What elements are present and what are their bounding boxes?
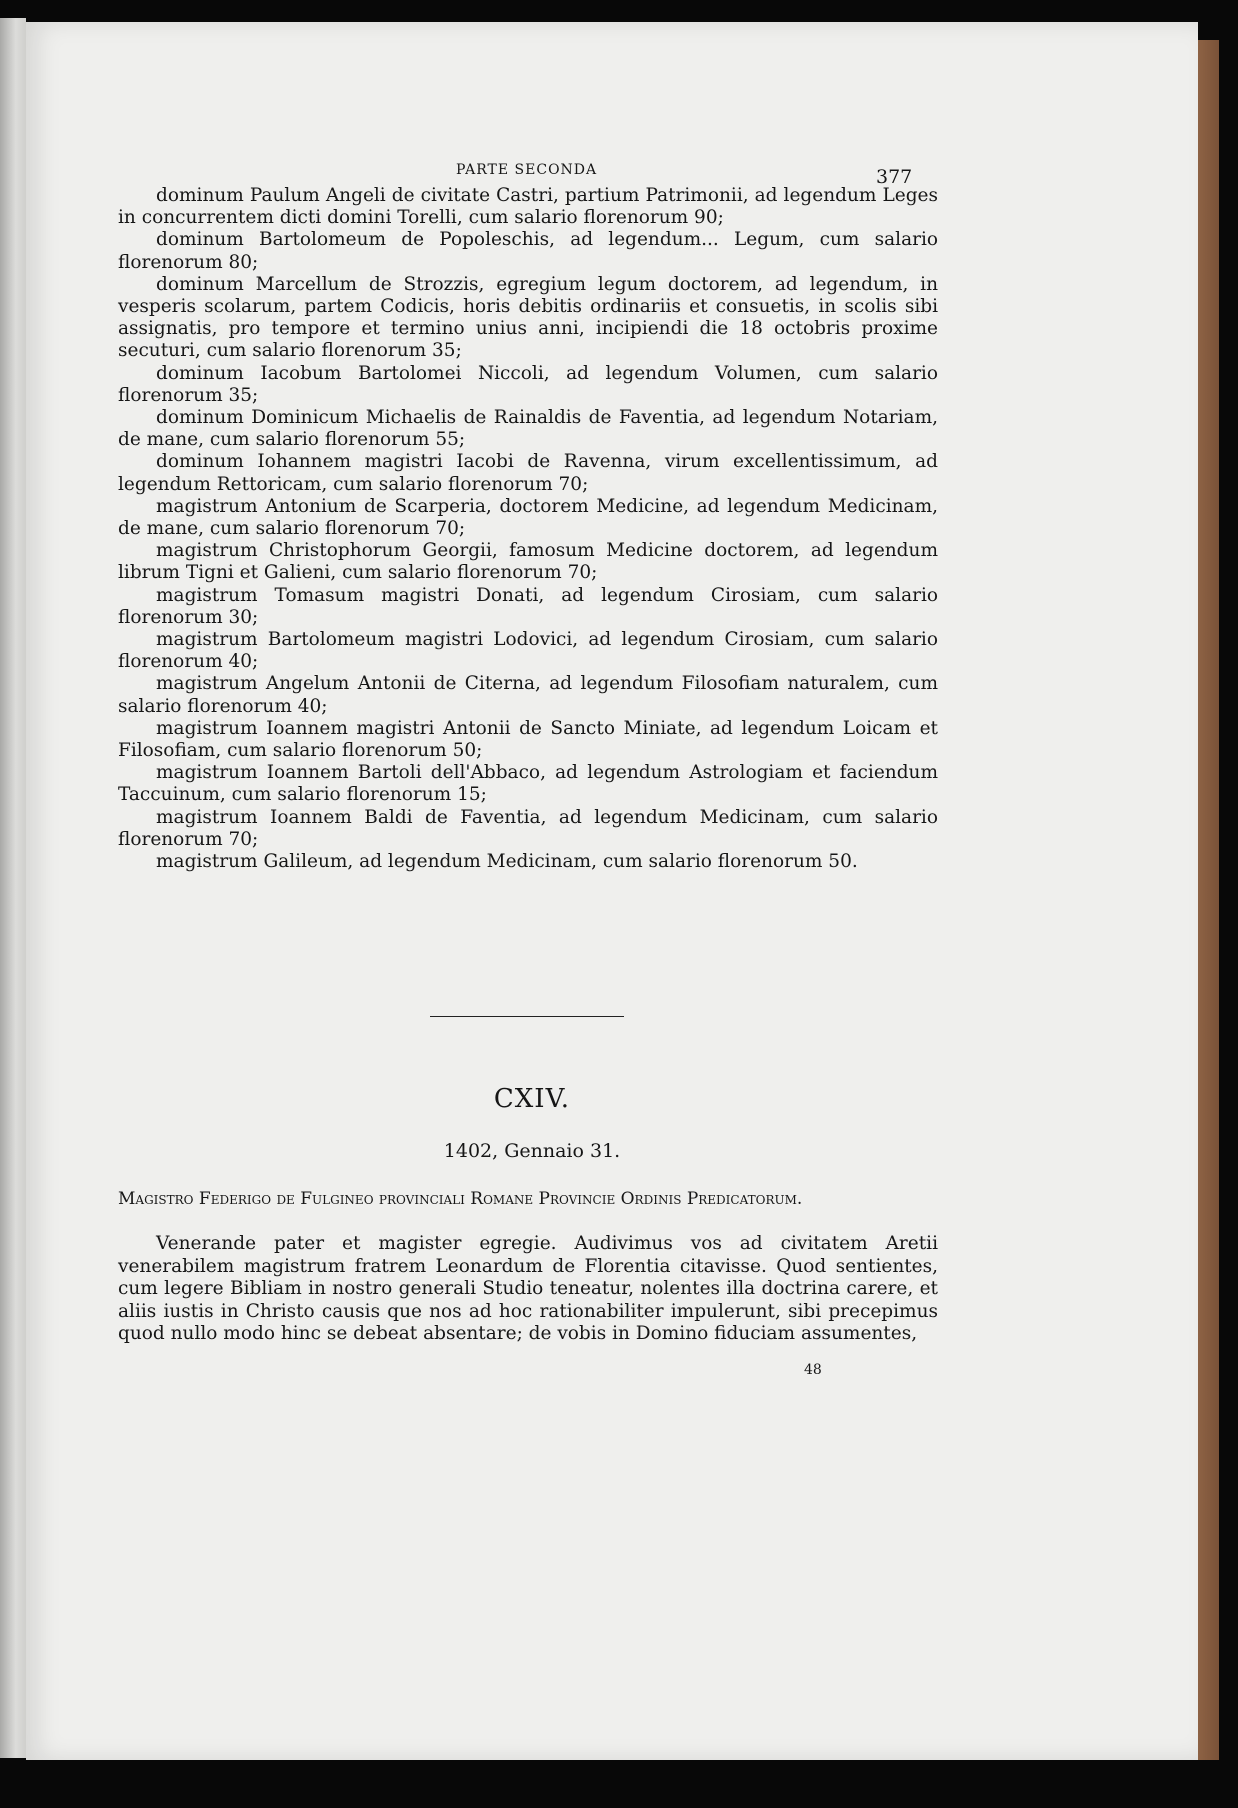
list-entry: magistrum Bartolomeum magistri Lodovici, ad legendum Cirosiam, cum salario florenorum 40; [118, 629, 938, 673]
list-entry: magistrum Antonium de Scarperia, doctorem Medicine, ad legendum Medicinam, de mane, cum salario florenorum 70; [118, 495, 938, 540]
list-entry: dominum Iohannem magistri Iacobi de Ravenna, virum excellentissimum, ad legendum Rettoricam, cum salario florenorum 70; [118, 451, 938, 495]
section-divider [430, 1016, 624, 1017]
list-entry: magistrum Ioannem Baldi de Faventia, ad legendum Medicinam, cum salario florenorum 70; [118, 806, 938, 850]
document-address: Magistro Federigo de Fulgineo provinciali Romane Provincie Ordinis Predicatorum. [118, 1189, 803, 1209]
list-entry: magistrum Christophorum Georgii, famosum Medicine doctorem, ad legendum librum Tigni et Galieni, cum salario florenorum 70; [118, 540, 938, 584]
signature-mark: 48 [804, 1362, 822, 1378]
list-entry: dominum Marcellum de Strozzis, egregium legum doctorem, ad legendum, in vesperis scolarum, partem Codicis, horis debitis ordinariis et consuetis, in scolis sibi assignatis, pro tempore et termino unius anni, incipiendi die 18 octobris proxime secuturi, cum salario florenorum 35; [118, 273, 938, 362]
document-number: CXIV. [493, 1084, 571, 1114]
page-number: 377 [876, 166, 913, 188]
list-entry: magistrum Ioannem magistri Antonii de Sancto Miniate, ad legendum Loicam et Filosofiam, cum salario florenorum 50; [118, 717, 938, 762]
list-entry: dominum Paulum Angeli de civitate Castri, partium Patrimonii, ad legendum Leges in concurrentem dicti domini Torelli, cum salario florenorum 90; [118, 185, 938, 229]
facing-page-edge [0, 18, 26, 1758]
book-page [26, 22, 1198, 1760]
list-entry: magistrum Galileum, ad legendum Medicinam, cum salario florenorum 50. [156, 851, 858, 873]
list-entry: dominum Dominicum Michaelis de Rainaldis de Faventia, ad legendum Notariam, de mane, cum salario florenorum 55; [118, 407, 938, 451]
document-body: Venerande pater et magister egregie. Audivimus vos ad civitatem Aretii venerabilem magistrum fratrem Leonardum de Florentia citavisse. Quod sentientes, cum legere Bibliam in nostro generali Studio teneatur, nolentes illa doctrina carere, et aliis iustis in Christo causis que nos ad hoc rationabiliter impulerunt, sibi precepimus quod nullo modo hinc se debeat absentare; de vobis in Domino fiduciam assumentes, [118, 1233, 938, 1344]
list-entry: dominum Bartolomeum de Popoleschis, ad legendum... Legum, cum salario florenorum 80; [118, 229, 938, 273]
appointment-list [118, 185, 938, 873]
document-date: 1402, Gennaio 31. [443, 1140, 621, 1162]
list-entry: magistrum Angelum Antonii de Citerna, ad legendum Filosofiam naturalem, cum salario florenorum 40; [118, 673, 938, 717]
running-head: PARTE SECONDA [456, 162, 598, 178]
page-content [26, 22, 1198, 1760]
list-entry: magistrum Tomasum magistri Donati, ad legendum Cirosiam, cum salario florenorum 30; [118, 584, 938, 628]
list-entry: dominum Iacobum Bartolomei Niccoli, ad legendum Volumen, cum salario florenorum 35; [118, 362, 938, 406]
list-entry: magistrum Ioannem Bartoli dell'Abbaco, ad legendum Astrologiam et faciendum Taccuinum, cum salario florenorum 15; [118, 762, 938, 806]
